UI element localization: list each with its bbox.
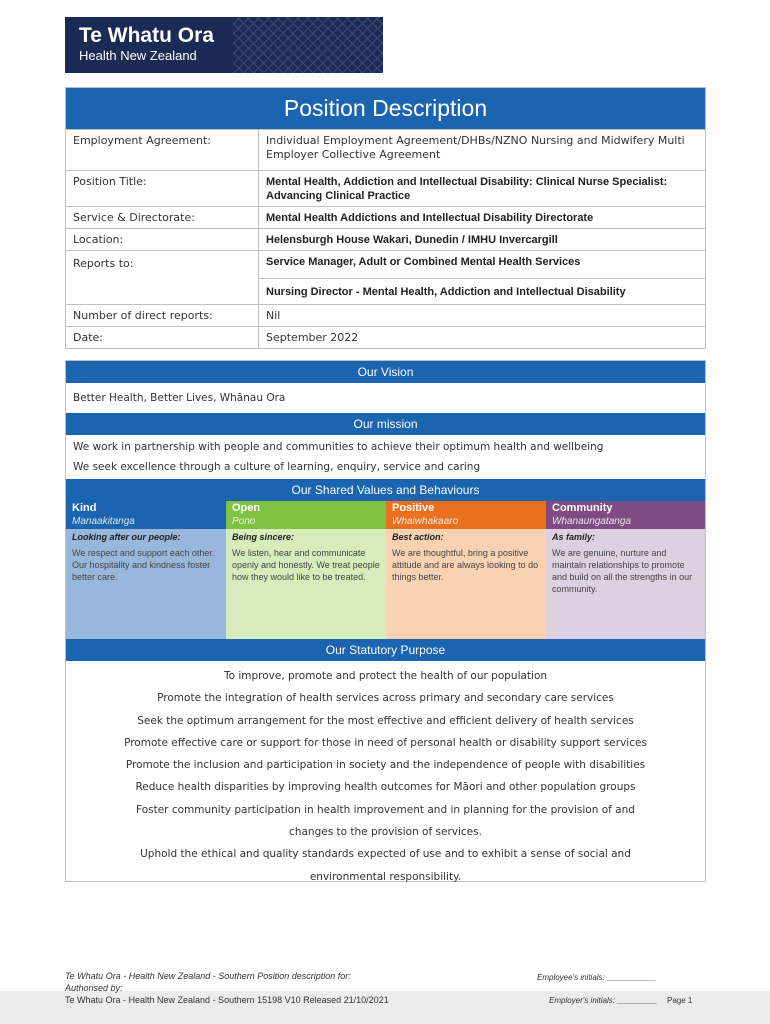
value-maori: Whanaungatanga (552, 516, 631, 527)
logo-pattern (233, 17, 383, 73)
value-name: Positive (392, 502, 435, 514)
value-header (386, 501, 546, 529)
statutory-line: Promote the integration of health services across primary and secondary care services (157, 692, 614, 705)
value-community (546, 501, 705, 639)
statutory-line: changes to the provision of services. (289, 826, 482, 839)
statutory-line: environmental responsibility. (309, 870, 462, 883)
value-subheading: Looking after our people: (72, 532, 181, 542)
statutory-line: Foster community participation in health improvement and in planning for the provision of and (136, 803, 635, 816)
statutory-line: Reduce health disparities by improving health outcomes for Māori and other population groups (135, 781, 636, 794)
row-label: Date: (66, 327, 259, 348)
values-grid (66, 501, 705, 639)
value-maori: Manaakitanga (72, 516, 135, 527)
page-footer (0, 962, 770, 1024)
value-name: Kind (72, 502, 97, 514)
statutory-line: Seek the optimum arrangement for the most effective and efficient delivery of health services (137, 714, 634, 727)
value-subheading: As family: (552, 532, 596, 542)
value-subheading: Being sincere: (232, 532, 295, 542)
employer-initials: Employer's initials: _________ (549, 996, 658, 1005)
table-row (66, 228, 705, 250)
value-header (546, 501, 705, 529)
row-value-secondary: Nursing Director - Mental Health, Addiction and Intellectual Disability (259, 278, 705, 299)
statutory-heading: Our Statutory Purpose (66, 639, 705, 661)
row-label: Service & Directorate: (66, 207, 259, 228)
statutory-line: Promote effective care or support for those in need of personal health or disability support services (124, 736, 647, 749)
row-label: Number of direct reports: (66, 305, 259, 326)
table-row (66, 170, 705, 206)
row-value: Service Manager, Adult or Combined Mental Health Services (266, 256, 581, 268)
page-number: Page 1 (667, 996, 693, 1005)
value-open (226, 501, 386, 639)
vision-text: Better Health, Better Lives, Whānau Ora (73, 392, 286, 404)
value-name: Community (552, 502, 613, 514)
mission-line: We work in partnership with people and communities to achieve their optimum health and wellbeing (73, 441, 604, 453)
row-value: Mental Health, Addiction and Intellectual Disability: Clinical Nurse Specialist: Advancing Clinical Practice (266, 176, 668, 202)
statutory-purpose-list (66, 661, 705, 888)
row-value: Nil (266, 309, 281, 322)
te-whatu-ora-logo (65, 17, 383, 73)
footer-release-line: Te Whatu Ora - Health New Zealand - Southern 15198 V10 Released 21/10/2021 (65, 995, 389, 1005)
statutory-line: Uphold the ethical and quality standards expected of use and to exhibit a sense of social and (140, 848, 631, 861)
employee-initials: Employee's initials: ___________ (537, 973, 656, 982)
table-row (66, 250, 705, 304)
mission-heading: Our mission (66, 413, 705, 435)
footer-authorised-line: Authorised by: (65, 983, 123, 993)
row-value: September 2022 (266, 331, 359, 344)
value-description: We are genuine, nurture and maintain relationships to promote and build on all the strengths in our community. (552, 548, 693, 594)
values-heading: Our Shared Values and Behaviours (66, 479, 705, 501)
mission-line: We seek excellence through a culture of learning, enquiry, service and caring (73, 461, 481, 473)
position-description-heading: Position Description (66, 88, 705, 129)
value-kind (66, 501, 226, 639)
value-description: We respect and support each other. Our hospitality and kindness foster better care. (72, 548, 215, 582)
value-positive (386, 501, 546, 639)
value-header (226, 501, 386, 529)
logo-subtitle: Health New Zealand (79, 48, 197, 63)
value-maori: Pono (232, 516, 256, 527)
row-label: Location: (66, 229, 259, 250)
row-value: Mental Health Addictions and Intellectual Disability Directorate (266, 212, 594, 224)
table-row (66, 129, 705, 170)
value-description: We are thoughtful, bring a positive attitude and are always looking to do things better. (392, 548, 539, 582)
table-row (66, 304, 705, 326)
statutory-line: Promote the inclusion and participation in society and the independence of people with disabilities (125, 759, 646, 772)
organisation-section (65, 360, 706, 882)
position-description-table (65, 87, 706, 349)
footer-position-line: Te Whatu Ora - Health New Zealand - Southern Position description for: (65, 971, 351, 981)
value-subheading: Best action: (392, 532, 444, 542)
vision-heading: Our Vision (66, 361, 705, 383)
value-description: We listen, hear and communicate openly and honestly. We treat people how they would like to be treated. (232, 548, 380, 582)
table-row (66, 206, 705, 228)
value-header (66, 501, 226, 529)
row-value: Individual Employment Agreement/DHBs/NZNO Nursing and Midwifery Multi Employer Collective Agreement (266, 134, 685, 161)
value-maori: Whaiwhakaaro (392, 516, 459, 527)
row-label: Position Title: (66, 171, 259, 206)
row-value: Helensburgh House Wakari, Dunedin / IMHU Invercargill (266, 234, 558, 246)
row-label: Employment Agreement: (66, 130, 259, 170)
row-value-group (259, 251, 705, 304)
table-row (66, 326, 705, 348)
value-name: Open (232, 502, 261, 514)
row-label: Reports to: (66, 251, 259, 304)
logo-title: Te Whatu Ora (79, 24, 214, 47)
statutory-line: To improve, promote and protect the health of our population (223, 670, 548, 682)
